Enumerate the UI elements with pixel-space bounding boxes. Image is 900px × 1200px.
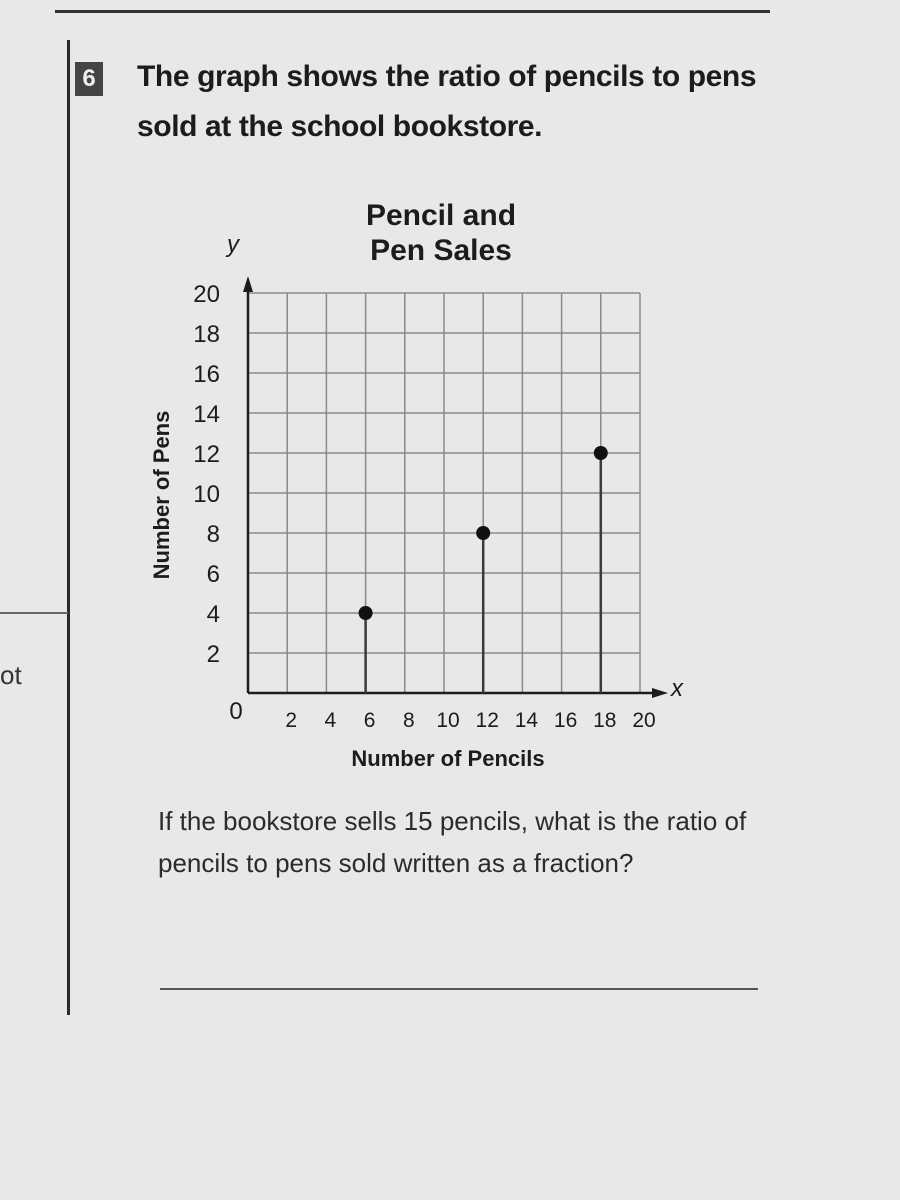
x-tick-label: 2 (285, 709, 298, 732)
chart-title-line-1: Pencil and (365, 199, 517, 232)
data-point (359, 606, 373, 620)
answer-line[interactable] (160, 988, 758, 990)
chart-axes (243, 276, 668, 698)
chart-title-line-2: Pen Sales (370, 234, 512, 267)
y-tick-label: 20 (193, 281, 220, 308)
y-tick-label: 4 (206, 601, 220, 628)
x-tick-label: 14 (514, 709, 539, 732)
y-tick-label: 18 (193, 321, 220, 348)
x-tick-label: 10 (436, 709, 460, 732)
y-tick-label: 6 (206, 561, 220, 588)
y-tick-label: 10 (193, 481, 220, 508)
data-point (476, 526, 490, 540)
x-tick-labels (285, 709, 655, 732)
x-tick-label: 12 (475, 709, 499, 732)
x-axis-arrow (652, 688, 668, 698)
y-axis-arrow (243, 276, 253, 292)
y-tick-label: 16 (193, 361, 220, 388)
y-tick-label: 14 (193, 401, 220, 428)
y-tick-label: 12 (193, 441, 220, 468)
y-axis-letter: y (227, 231, 239, 258)
x-axis-label: Number of Pencils (351, 746, 545, 771)
y-tick-label: 2 (206, 641, 220, 668)
question-number-badge: 6 (75, 62, 103, 96)
x-tick-label: 16 (553, 709, 578, 732)
x-tick-label: 6 (363, 709, 376, 732)
y-tick-labels (193, 281, 220, 668)
x-tick-label: 4 (324, 709, 337, 732)
origin-label: 0 (229, 698, 243, 725)
x-axis-letter: x (671, 675, 683, 702)
y-axis-label: Number of Pens (149, 410, 174, 580)
question-text: If the bookstore sells 15 pencils, what is the ratio of pencils to pens sold written as a fraction? (158, 806, 747, 878)
data-point (594, 446, 608, 460)
y-tick-label: 8 (206, 521, 220, 548)
question-prompt: The graph shows the ratio of pencils to pens sold at the school bookstore. (137, 60, 757, 143)
x-tick-label: 8 (402, 709, 415, 732)
x-tick-label: 20 (632, 709, 656, 732)
margin-text-fragment: ot (0, 660, 22, 690)
chart-grid (248, 293, 640, 693)
x-tick-label: 18 (593, 709, 617, 732)
